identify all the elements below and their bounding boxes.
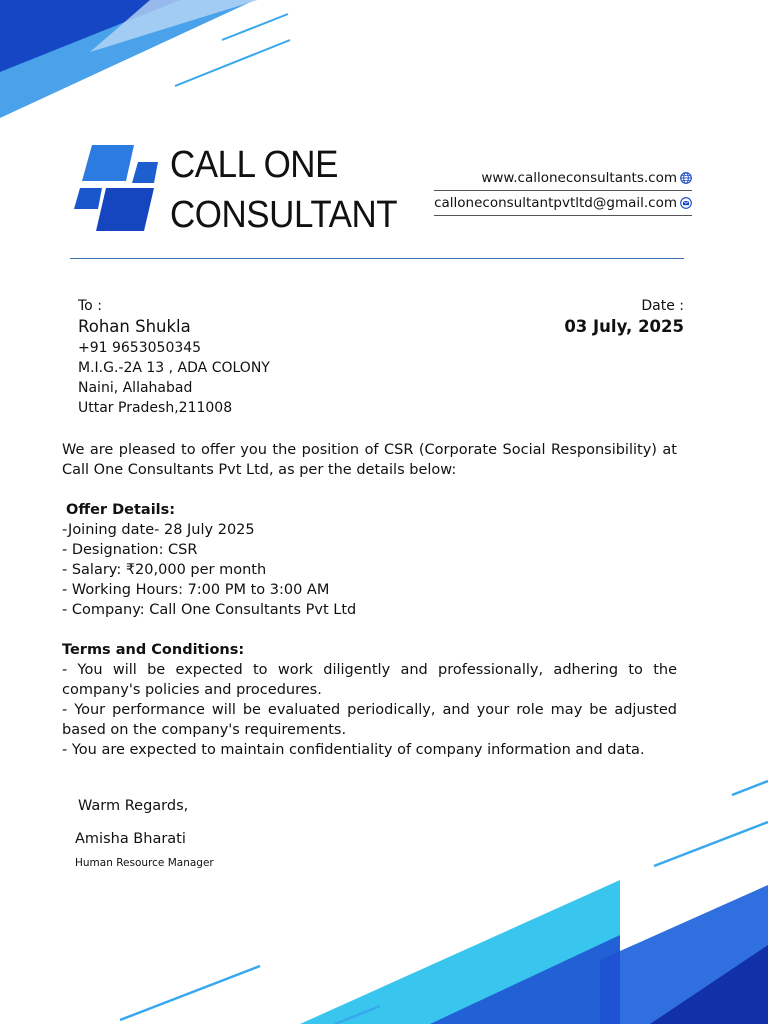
closing-regards: Warm Regards, [78,798,189,814]
to-label: To : [78,298,102,314]
terms-item: - Your performance will be evaluated periodically, and your role may be adjusted based on the company's requirements. [62,702,677,738]
signer-name: Amisha Bharati [75,831,186,847]
signer-title: Human Resource Manager [75,857,214,869]
offer-details-title: Offer Details: [66,502,176,518]
offer-item: - Salary: ₹20,000 per month [62,562,267,578]
globe-icon [680,172,692,184]
intro-paragraph: We are pleased to offer you the position of CSR (Corporate Social Responsibility) at Call One Consultants Pvt Ltd, as per the details below: [62,442,677,478]
recipient-block [78,296,270,418]
recipient-address-line2: Naini, Allahabad [78,380,193,396]
offer-item: - Working Hours: 7:00 PM to 3:00 AM [62,582,330,598]
offer-item: - Company: Call One Consultants Pvt Ltd [62,602,357,618]
letter-body [62,440,677,760]
deco-top-line-1 [222,14,288,40]
recipient-name: Rohan Shukla [78,317,191,336]
mail-icon [680,197,692,209]
date-value: 03 July, 2025 [564,317,684,336]
company-name [170,140,397,240]
company-name-line2: CONSULTANT [170,194,398,236]
email-link[interactable]: calloneconsultantpvtltd@gmail.com [434,195,677,211]
terms-item: - You are expected to maintain confidentiality of company information and data. [62,742,645,758]
header-divider [70,258,684,259]
recipient-phone: +91 9653050345 [78,340,202,356]
date-block [564,296,684,338]
deco-bottom-line-1 [732,781,768,795]
company-name-line1: CALL ONE [170,144,338,186]
deco-bottom-line-2 [654,822,768,866]
website-row [434,166,692,191]
contact-block [434,166,692,216]
recipient-address-line1: M.I.G.-2A 13 , ADA COLONY [78,360,270,376]
terms-title: Terms and Conditions: [62,642,245,658]
offer-item: -Joining date- 28 July 2025 [62,522,255,538]
website-link[interactable]: www.calloneconsultants.com [481,170,677,186]
email-row [434,191,692,216]
deco-top-line-2 [175,40,290,86]
offer-item: - Designation: CSR [62,542,198,558]
date-label: Date : [641,298,684,314]
terms-item: - You will be expected to work diligently and professionally, adhering to the company's policies and procedures. [62,662,677,698]
deco-bottom-line-3 [120,966,260,1020]
recipient-address-line3: Uttar Pradesh,211008 [78,400,233,416]
company-logo-icon [74,145,158,231]
